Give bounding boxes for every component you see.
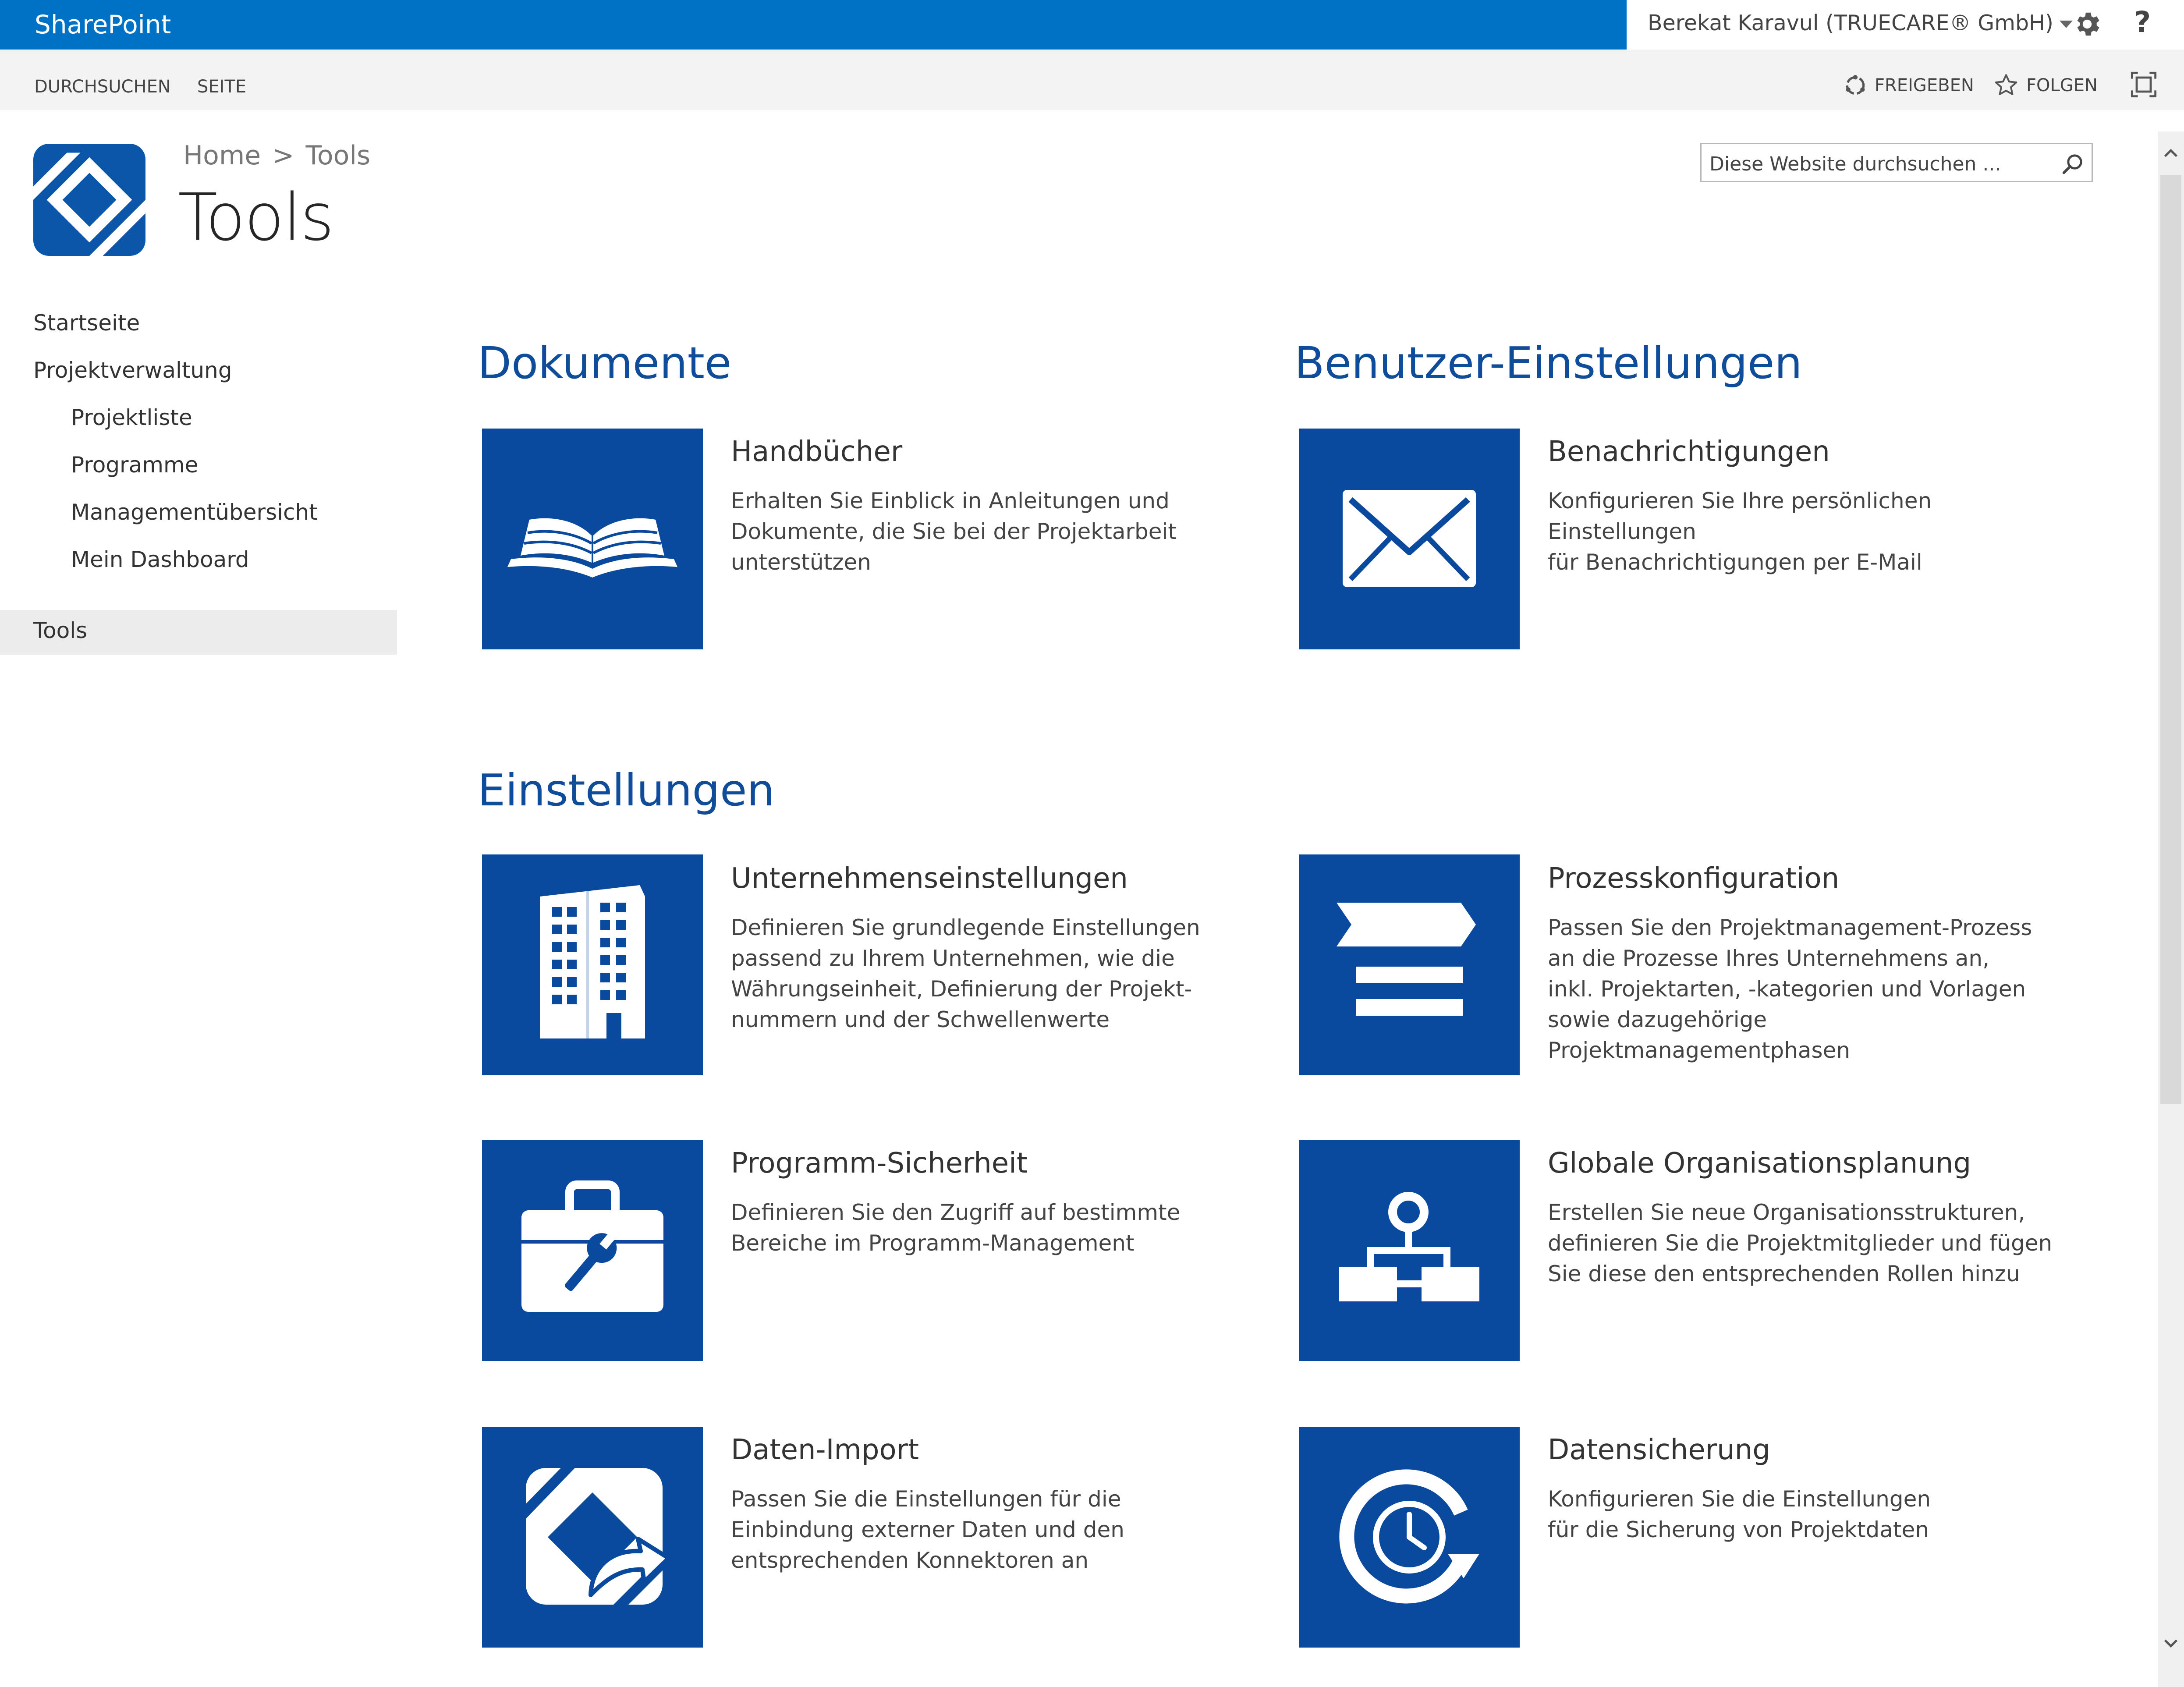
focus-mode-icon[interactable] [2130,71,2158,99]
breadcrumb [183,140,370,171]
search-icon[interactable] [2061,152,2085,176]
toolbox-icon [482,1140,703,1361]
tile-title-unternehmenseinstellungen[interactable]: Unternehmenseinstellungen [731,862,1128,895]
tile-description-handbuecher: Erhalten Sie Einblick in Anleitungen und Dokumente, die Sie bei der Projektarbeit unterstützen [731,488,1177,575]
nav-item-mein-dashboard[interactable]: Mein Dashboard [71,547,249,572]
ribbon [0,50,2184,110]
tile-title-benachrichtigungen[interactable]: Benachrichtigungen [1548,436,1830,468]
tile-description-daten-import: Passen Sie die Einstellungen für die Einbindung externer Daten und den entsprechenden Konnektoren an [731,1486,1124,1573]
page-title: Tools [178,180,333,255]
tile-title-programm-sicherheit[interactable]: Programm-Sicherheit [731,1147,1028,1180]
tile-title-datensicherung[interactable]: Datensicherung [1548,1434,1770,1466]
book-icon [482,429,703,649]
gear-icon[interactable] [2072,9,2102,39]
mail-icon [1299,429,1520,649]
tile-prozesskonfiguration[interactable] [1299,854,1520,1075]
breadcrumb-current[interactable]: Tools [305,140,371,171]
section-title-benutzer-einstellungen: Benutzer-Einstellungen [1294,337,1802,389]
building-icon [482,854,703,1075]
tile-daten-import[interactable] [482,1427,703,1648]
tile-handbuecher[interactable] [482,429,703,649]
tile-description-datensicherung: Konfigurieren Sie die Einstellungen für die Sicherung von Projektdaten [1548,1486,1931,1542]
share-icon [1843,73,1868,98]
chevron-down-icon[interactable] [2162,1634,2180,1652]
backup-clock-icon [1299,1427,1520,1648]
vertical-scrollbar[interactable] [2158,131,2184,1687]
nav-item-tools[interactable]: Tools [33,618,88,643]
nav-item-projektverwaltung[interactable]: Projektverwaltung [33,358,232,383]
tile-title-prozesskonfiguration[interactable]: Prozesskonfiguration [1548,862,1840,895]
search-box [1700,143,2093,182]
follow-button[interactable] [1993,72,2098,99]
tile-title-globale-organisationsplanung[interactable]: Globale Organisationsplanung [1548,1147,1971,1180]
tile-title-daten-import[interactable]: Daten-Import [731,1434,919,1466]
chevron-up-icon[interactable] [2162,145,2180,162]
site-logo[interactable] [33,144,145,256]
nav-item-projektliste[interactable]: Projektliste [71,405,192,430]
breadcrumb-separator: > [272,140,294,171]
sharepoint-brand-link[interactable]: SharePoint [35,10,171,39]
tile-description-programm-sicherheit: Definieren Sie den Zugriff auf bestimmte Bereiche im Programm-Management [731,1200,1181,1256]
search-input[interactable] [1709,152,2042,176]
tile-title-handbuecher[interactable]: Handbücher [731,436,903,468]
process-icon [1299,854,1520,1075]
share-button[interactable] [1843,72,1974,99]
chevron-down-icon [2060,21,2073,28]
tile-description-benachrichtigungen: Konfigurieren Sie Ihre persönlichen Einstellungen für Benachrichtigungen per E-Mail [1548,488,1932,575]
user-name: Berekat Karavul (TRUECARE® GmbH) [1648,11,2054,35]
scrollbar-thumb[interactable] [2160,175,2181,1104]
nav-item-managementuebersicht[interactable]: Managementübersicht [71,500,318,525]
follow-label: FOLGEN [2026,75,2098,96]
tile-description-globale-organisationsplanung: Erstellen Sie neue Organisationsstrukturen, definieren Sie die Projektmitglieder und fügen Sie diese den entsprechenden Rollen hinzu [1548,1200,2053,1287]
share-label: FREIGEBEN [1875,75,1974,96]
help-icon[interactable]: ? [2134,5,2151,39]
section-title-einstellungen: Einstellungen [478,765,775,816]
star-icon [1993,72,2019,99]
suite-bar [0,0,2184,50]
tile-benachrichtigungen[interactable] [1299,429,1520,649]
breadcrumb-home[interactable]: Home [183,140,261,171]
tile-unternehmenseinstellungen[interactable] [482,854,703,1075]
section-title-dokumente: Dokumente [478,337,732,389]
tab-durchsuchen[interactable]: DURCHSUCHEN [34,77,171,97]
tile-description-unternehmenseinstellungen: Definieren Sie grundlegende Einstellungen passend zu Ihrem Unternehmen, wie die Währungseinheit, Definierung der Projekt- nummern und der Schwellenwerte [731,915,1200,1032]
tab-seite[interactable]: SEITE [197,77,247,97]
tile-programm-sicherheit[interactable] [482,1140,703,1361]
import-icon [482,1427,703,1648]
nav-item-programme[interactable]: Programme [71,452,199,478]
user-menu[interactable] [1648,11,2073,35]
tile-datensicherung[interactable] [1299,1427,1520,1648]
tile-description-prozesskonfiguration: Passen Sie den Projektmanagement-Prozess an die Prozesse Ihres Unternehmens an, inkl. Projektarten, -kategorien und Vorlagen sowie dazugehörige Projektmanagementphasen [1548,915,2032,1063]
nav-item-startseite[interactable]: Startseite [33,310,140,336]
org-chart-icon [1299,1140,1520,1361]
suite-brand-bar [0,0,1627,50]
tile-globale-organisationsplanung[interactable] [1299,1140,1520,1361]
